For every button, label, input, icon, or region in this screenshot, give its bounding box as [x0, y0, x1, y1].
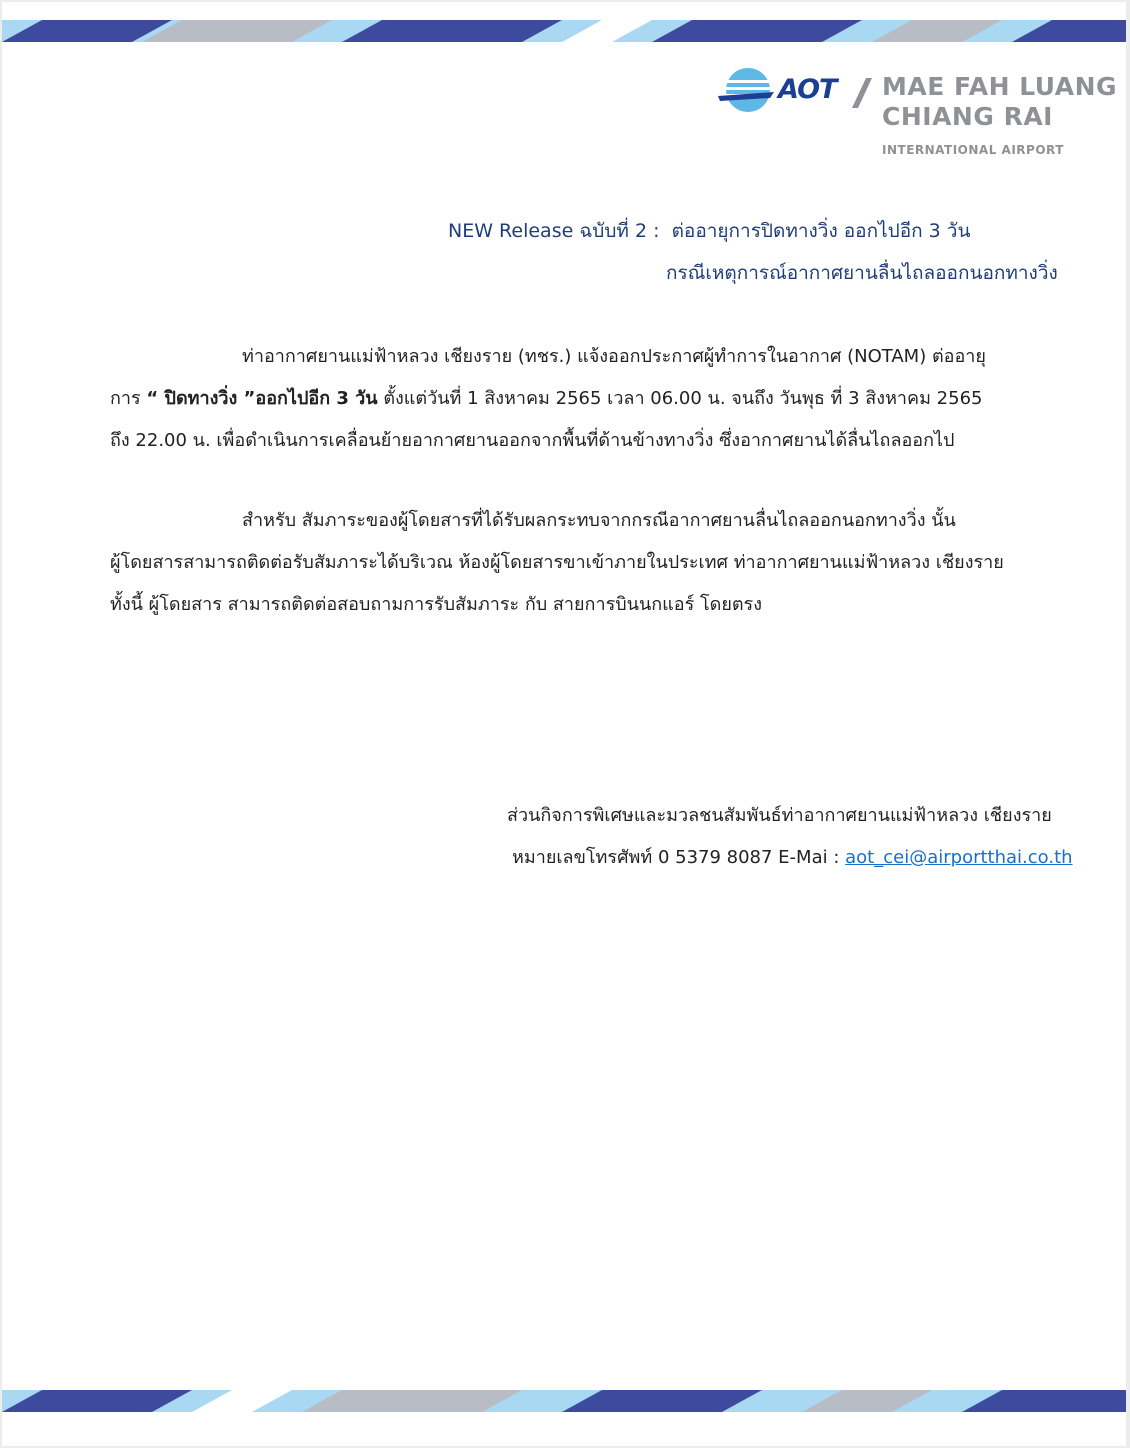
footer-contact [512, 842, 1073, 871]
paragraph-2-line-3: ทั้งนี้ ผู้โดยสาร สามารถติดต่อสอบถามการรับสัมภาระ กับ สายการบินนกแอร์ โดยตรง [110, 594, 763, 615]
paragraph-1-line-3: ถึง 22.00 น. เพื่อดำเนินการเคลื่อนย้ายอากาศยานออกจากพื้นที่ด้านข้างทางวิ่ง ซึ่งอากาศยานได้ลื่นไถลออกไป [110, 430, 955, 451]
footer-department: ส่วนกิจการพิเศษและมวลชนสัมพันธ์ท่าอากาศยานแม่ฟ้าหลวง เชียงราย [507, 805, 1052, 826]
paragraph-2 [110, 500, 1010, 626]
airport-name [882, 72, 1117, 132]
contact-email-link[interactable]: aot_cei@airportthai.co.th [845, 847, 1073, 868]
paragraph-1-line-1: ท่าอากาศยานแม่ฟ้าหลวง เชียงราย (ทชร.) แจ้งออกประกาศผู้ทำการในอากาศ (NOTAM) ต่ออายุ [242, 346, 986, 367]
paragraph-1-line-2 [110, 378, 1010, 420]
aot-wordmark: AOT [778, 74, 837, 105]
paragraph-2-line-2: ผู้โดยสารสามารถติดต่อรับสัมภาระได้บริเวณ ห้องผู้โดยสารขาเข้าภายในประเทศ ท่าอากาศยานแม่ฟ้าหลวง เชียงราย [110, 552, 1004, 573]
release-number: NEW Release ฉบับที่ 2 : [448, 220, 660, 242]
paragraph-1 [110, 336, 1010, 462]
paragraph-1-line-2-end: ตั้งแต่วันที่ 1 สิงหาคม 2565 เวลา 06.00 น. จนถึง วันพุธ ที่ 3 สิงหาคม 2565 [383, 388, 983, 409]
airport-name-line2: CHIANG RAI [882, 102, 1053, 131]
airport-name-line1: MAE FAH LUANG [882, 72, 1118, 101]
paragraph-1-line-2-start: การ [110, 388, 141, 409]
contact-phone: หมายเลขโทรศัพท์ 0 5379 8087 E-Mai : [512, 847, 840, 868]
paragraph-2-line-1: สำหรับ สัมภาระของผู้โดยสารที่ได้รับผลกระทบจากกรณีอากาศยานลื่นไถลออกนอกทางวิ่ง นั้น [242, 510, 956, 531]
headline-line2: กรณีเหตุการณ์อากาศยานลื่นไถลออกนอกทางวิ่ง [666, 262, 1058, 284]
airport-subtitle: INTERNATIONAL AIRPORT [882, 143, 1064, 157]
press-release-page [2, 2, 1126, 1446]
headline-line1 [448, 216, 970, 246]
bottom-stripe-decoration [2, 1390, 1126, 1412]
top-stripe-decoration [2, 20, 1126, 42]
runway-closure-highlight: “ ปิดทางวิ่ง ”ออกไปอีก 3 วัน [146, 388, 378, 409]
release-title: ต่ออายุการปิดทางวิ่ง ออกไปอีก 3 วัน [671, 220, 971, 242]
aot-logo [718, 66, 1118, 166]
